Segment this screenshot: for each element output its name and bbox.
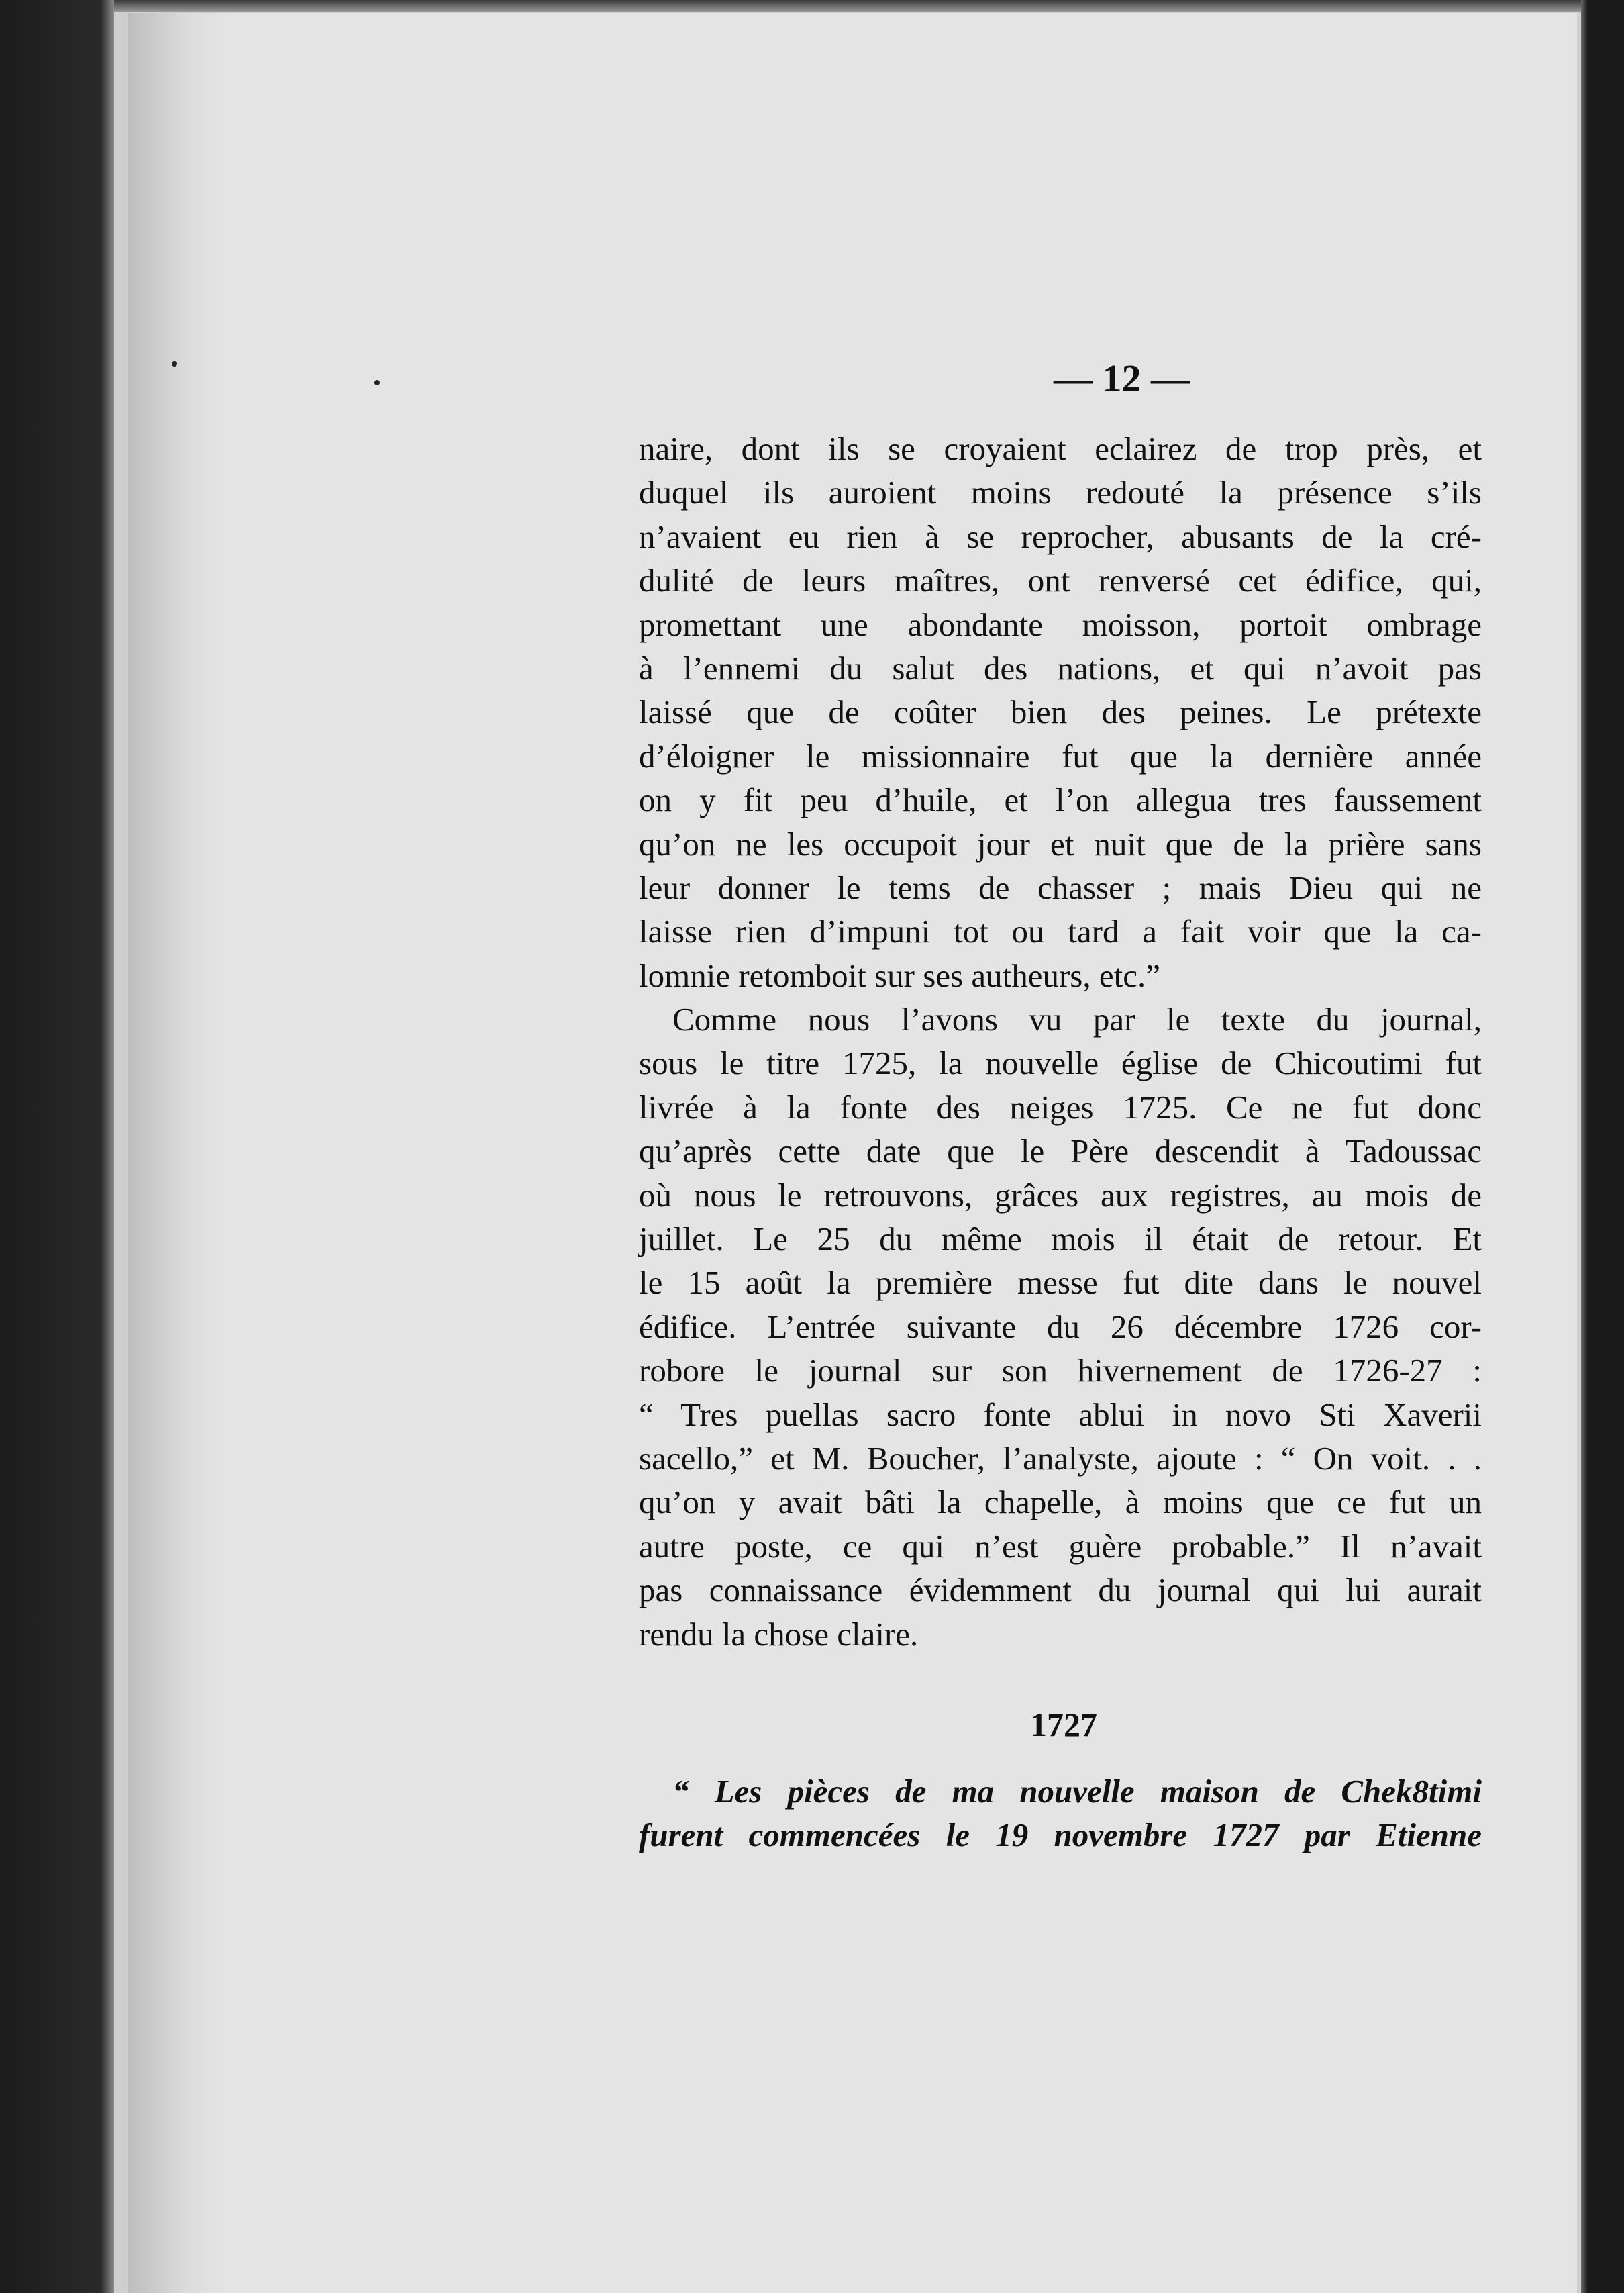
text-line: laisse rien d’impuni tot ou tard a fait voir que la ca-: [639, 913, 1482, 950]
text-line: furent commencées le 19 novembre 1727 par Etienne: [639, 1816, 1482, 1854]
text-line: sous le titre 1725, la nouvelle église de Chicoutimi fut: [639, 1044, 1482, 1082]
text-line: sacello,” et M. Boucher, l’analyste, ajoute : “ On voit. . .: [639, 1439, 1482, 1477]
text-line: où nous le retrouvons, grâces aux registres, au mois de: [639, 1176, 1482, 1214]
text-line: “ Les pièces de ma nouvelle maison de Chek8timi: [672, 1772, 1482, 1810]
top-page-edge: [114, 0, 1581, 12]
text-line: pas connaissance évidemment du journal qui lui aurait: [639, 1571, 1482, 1609]
text-line: dulité de leurs maîtres, ont renversé cet édifice, qui,: [639, 562, 1482, 599]
text-line: promettant une abondante moisson, portoit ombrage: [639, 605, 1482, 643]
text-line: rendu la chose claire.: [639, 1615, 919, 1653]
text-line: “ Tres puellas sacro fonte ablui in novo Sti Xaverii: [639, 1396, 1482, 1433]
text-line: lomnie retomboit sur ses autheurs, etc.”: [639, 957, 1160, 994]
speck: [374, 380, 380, 385]
text-line: n’avaient eu rien à se reprocher, abusants de la cré-: [639, 518, 1482, 555]
text-line: Comme nous l’avons vu par le texte du journal,: [672, 1001, 1482, 1038]
speck: [172, 361, 177, 367]
text-line: le 15 août la première messe fut dite dans le nouvel: [639, 1264, 1482, 1302]
year-heading: 1727: [1030, 1705, 1097, 1743]
page-text-block: [639, 427, 1482, 1857]
text-line: on y fit peu d’huile, et l’on allegua tres faussement: [639, 781, 1482, 819]
body-paragraphs: [639, 427, 1482, 1656]
text-line: qu’on ne les occupoit jour et nuit que de la prière sans: [639, 825, 1482, 863]
page-number: — 12 —: [1054, 356, 1190, 400]
text-line: qu’on y avait bâti la chapelle, à moins que ce fut un: [639, 1483, 1482, 1521]
text-line: qu’après cette date que le Père descendit à Tadoussac: [639, 1132, 1482, 1170]
text-line: laissé que de coûter bien des peines. Le prétexte: [639, 693, 1482, 731]
text-line: robore le journal sur son hivernement de 1726-27 :: [639, 1352, 1482, 1389]
text-line: duquel ils auroient moins redouté la présence s’ils: [639, 474, 1482, 511]
text-line: autre poste, ce qui n’est guère probable.” Il n’avait: [639, 1527, 1482, 1565]
text-line: juillet. Le 25 du même mois il était de retour. Et: [639, 1220, 1482, 1258]
left-binding-shadow: [0, 0, 114, 2293]
text-line: livrée à la fonte des neiges 1725. Ce ne fut donc: [639, 1088, 1482, 1126]
text-line: édifice. L’entrée suivante du 26 décembre 1726 cor-: [639, 1308, 1482, 1345]
quote-paragraph: [639, 1769, 1482, 1857]
text-line: naire, dont ils se croyaient eclairez de trop près, et: [639, 430, 1482, 467]
text-line: leur donner le tems de chasser ; mais Dieu qui ne: [639, 869, 1482, 906]
text-line: d’éloigner le missionnaire fut que la dernière année: [639, 737, 1482, 775]
text-line: à l’ennemi du salut des nations, et qui n’avoit pas: [639, 649, 1482, 687]
right-page-edge: [1581, 0, 1624, 2293]
